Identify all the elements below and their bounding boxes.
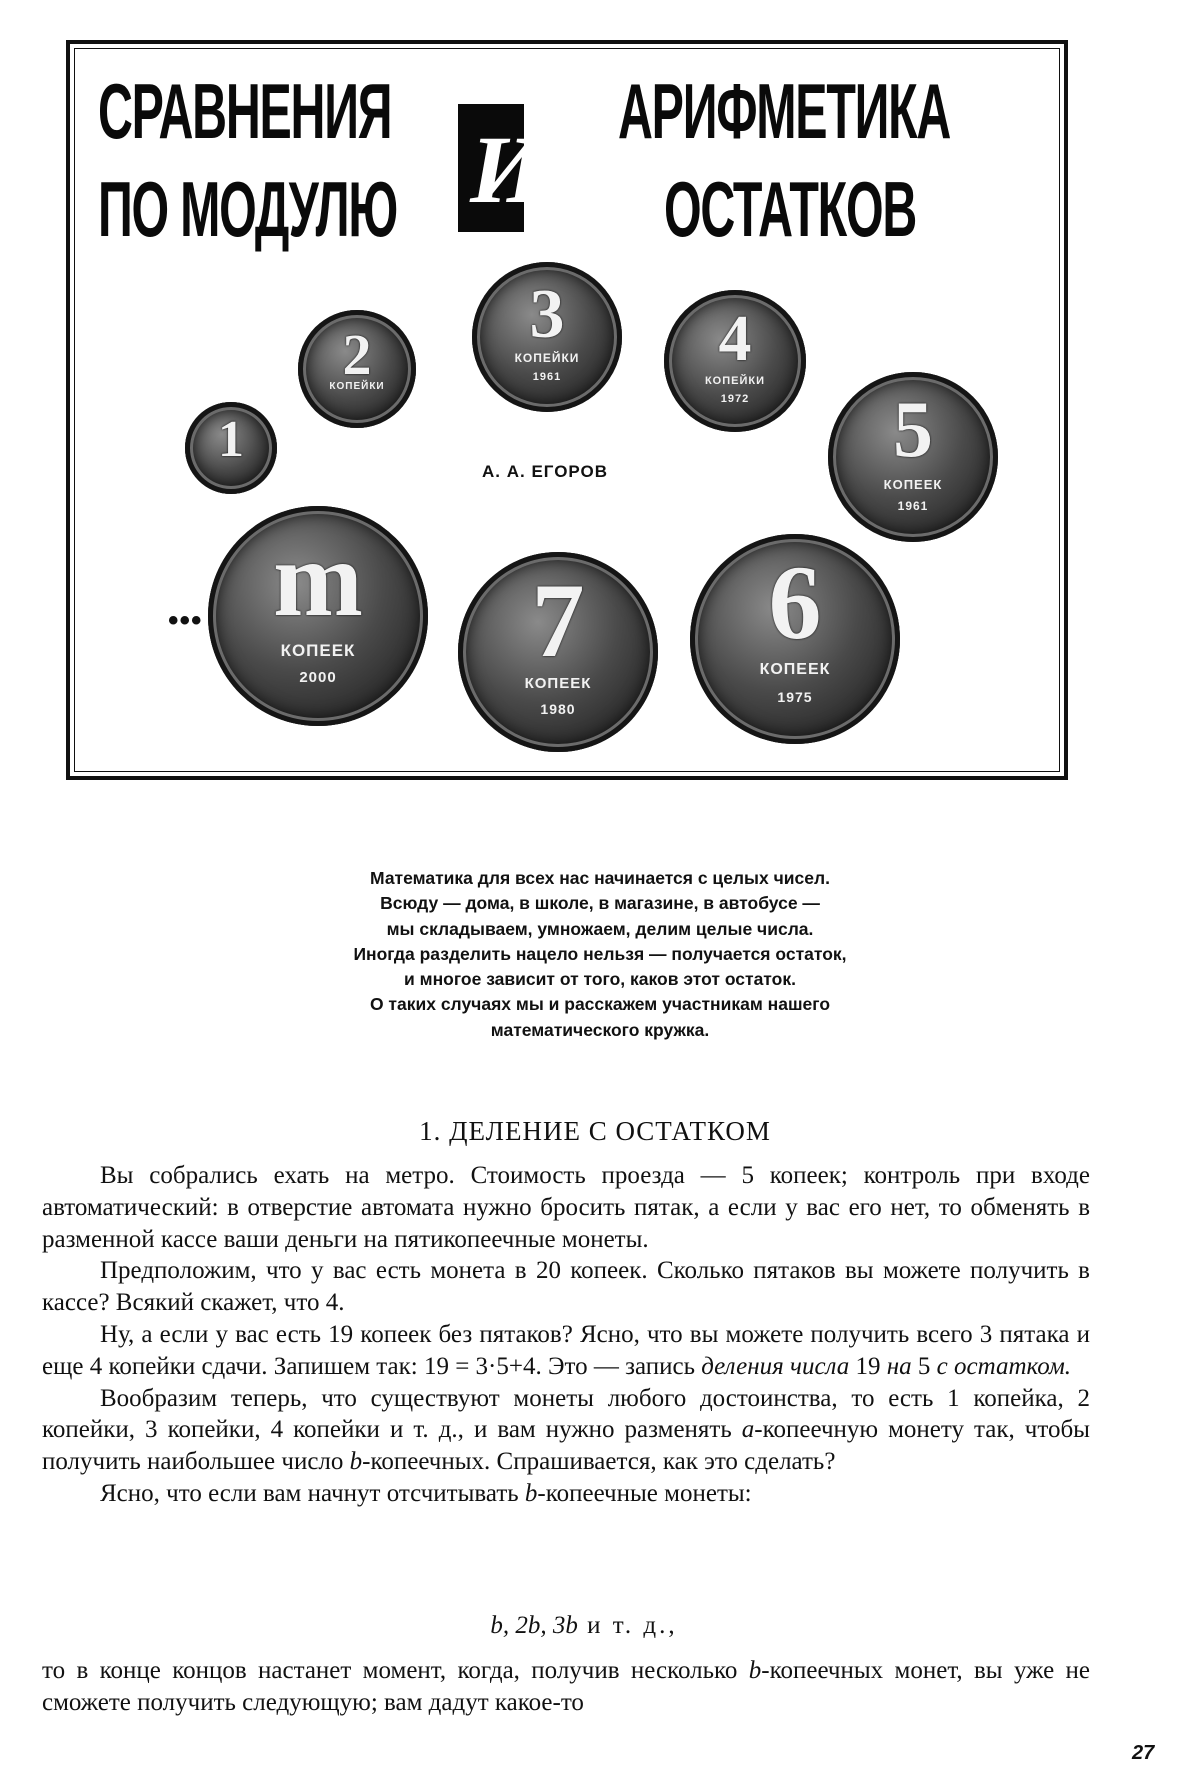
lead-line: О таких случаях мы и расскажем участникам нашего — [369, 994, 831, 1015]
title-left-line2: ПО МОДУЛЮ — [98, 165, 398, 253]
coin-7-kopeks — [458, 552, 658, 752]
body-text-top — [42, 1160, 1090, 1510]
title-right-line1: АРИФМЕТИКА — [618, 67, 951, 155]
coin-3-kopeks — [472, 262, 622, 412]
coin-2-kopeks — [298, 310, 416, 428]
formula-sequence — [0, 1612, 1168, 1640]
coin-word: КОПЕЕК — [759, 661, 831, 678]
lead-line: мы складываем, умножаем, делим целые числа. — [386, 918, 814, 939]
p3-text: 5 — [911, 1352, 937, 1380]
coin-year: 2000 — [299, 669, 337, 686]
formula-terms: b, 2b, 3b — [490, 1612, 578, 1639]
lead-line: Иногда разделить нацело нельзя — получается остаток, — [353, 943, 847, 964]
coin-word: КОПЕЙКИ — [704, 375, 766, 387]
formula-rest: и т. д., — [577, 1612, 678, 1639]
coin-word: КОПЕЙКИ — [514, 351, 580, 365]
page-number: 27 — [1132, 1742, 1155, 1764]
coin-denomination: 6 — [768, 544, 822, 661]
p3-text: Ну, а если у вас есть 19 копеек без пятаков? Ясно, что вы можете получить всего 3 пятака и еще 4 копейки сдачи. Запишем так: 19 = 3·5+4. Это — запись — [42, 1320, 1090, 1380]
lead-line: Всюду — дома, в школе, в магазине, в автобусе — — [380, 893, 820, 914]
coin-denomination: 5 — [893, 386, 933, 474]
coin-word: КОПЕЕК — [883, 477, 943, 492]
coin-year: 1975 — [777, 689, 813, 705]
title-right-line2: ОСТАТКОВ — [664, 165, 917, 253]
paragraph-5 — [42, 1478, 1090, 1510]
author-name: А. А. ЕГОРОВ — [482, 462, 609, 481]
p5-var: b — [524, 1479, 538, 1507]
coin-word: КОПЕЙКИ — [329, 381, 385, 392]
title-left-line1: СРАВНЕНИЯ — [98, 67, 392, 155]
coin-denomination: 2 — [342, 322, 372, 387]
p6-text: то в конце концов настанет момент, когда, получив несколько — [42, 1657, 749, 1684]
p5-text: -копеечные монеты: — [537, 1479, 752, 1507]
coin-denomination: 3 — [529, 276, 565, 353]
coin-denomination: 4 — [718, 302, 752, 375]
coin-4-kopeks — [664, 290, 806, 432]
body-text-bottom — [42, 1655, 1090, 1719]
lead-line: Математика для всех нас начинается с целых чисел. — [370, 868, 830, 888]
p4-var: b — [349, 1448, 363, 1476]
coin-m-kopeks — [208, 506, 428, 726]
coin-year: 1972 — [720, 393, 750, 405]
coin-year: 1961 — [897, 499, 929, 513]
coin-6-kopeks — [690, 534, 900, 744]
coin-word: КОПЕЕК — [280, 641, 356, 660]
p4-var: a — [741, 1416, 755, 1444]
paragraph-3 — [42, 1319, 1090, 1383]
p3-italic: на — [886, 1352, 912, 1380]
p3-italic: с остатком. — [936, 1352, 1072, 1380]
title-illustration-frame — [66, 40, 1068, 780]
paragraph-4 — [42, 1383, 1090, 1478]
coin-1-kopek — [185, 402, 277, 494]
p4-text: -копеечную монету так, чтобы получить наибольшее число — [42, 1416, 1090, 1476]
coin-year: 1961 — [532, 371, 562, 383]
ellipsis-dots: ••• — [168, 604, 203, 637]
section-title: 1. ДЕЛЕНИЕ С ОСТАТКОМ — [419, 1116, 771, 1146]
title-conjunction: И — [470, 116, 545, 223]
paragraph-6 — [42, 1655, 1090, 1719]
lead-paragraph — [200, 866, 1000, 1043]
lead-line: математического кружка. — [490, 1019, 710, 1040]
p4-text: -копеечных. Спрашивается, как это сделать? — [362, 1448, 836, 1476]
p6-text: -копеечных монет, вы уже не сможете получить следующую; вам дадут какое-то — [42, 1657, 1091, 1716]
lead-line: и многое зависит от того, каков этот остаток. — [404, 969, 796, 990]
coin-denomination: 7 — [531, 562, 585, 679]
coin-denomination: m — [273, 520, 363, 639]
p5-text: Ясно, что если вам начнут отсчитывать — [100, 1479, 525, 1507]
coin-word: КОПЕЕК — [524, 675, 592, 692]
coin-year: 1980 — [540, 701, 576, 717]
p6-var: b — [748, 1657, 762, 1684]
coin-5-kopeks — [828, 372, 998, 542]
paragraph-2: Предположим, что у вас есть монета в 20 копеек. Сколько пятаков вы можете получить в кассе? Всякий скажет, что 4. — [42, 1257, 1090, 1317]
p3-text: 19 — [849, 1352, 887, 1380]
p3-italic: деления числа — [701, 1352, 850, 1380]
p4-text: Вообразим теперь, что существуют монеты любого достоинства, то есть 1 копейка, 2 копейки, 3 копейки, 4 копейки и т. д., и вам нужно разменять — [42, 1384, 1090, 1444]
paragraph-1: Вы собрались ехать на метро. Стоимость проезда — 5 копеек; контроль при входе автоматический: в отверстие автомата нужно бросить пятак, а если у вас его нет, то обменять в разменной кассе ваши деньги на пятикопеечные монеты. — [42, 1162, 1090, 1253]
coin-denomination: 1 — [218, 411, 244, 468]
